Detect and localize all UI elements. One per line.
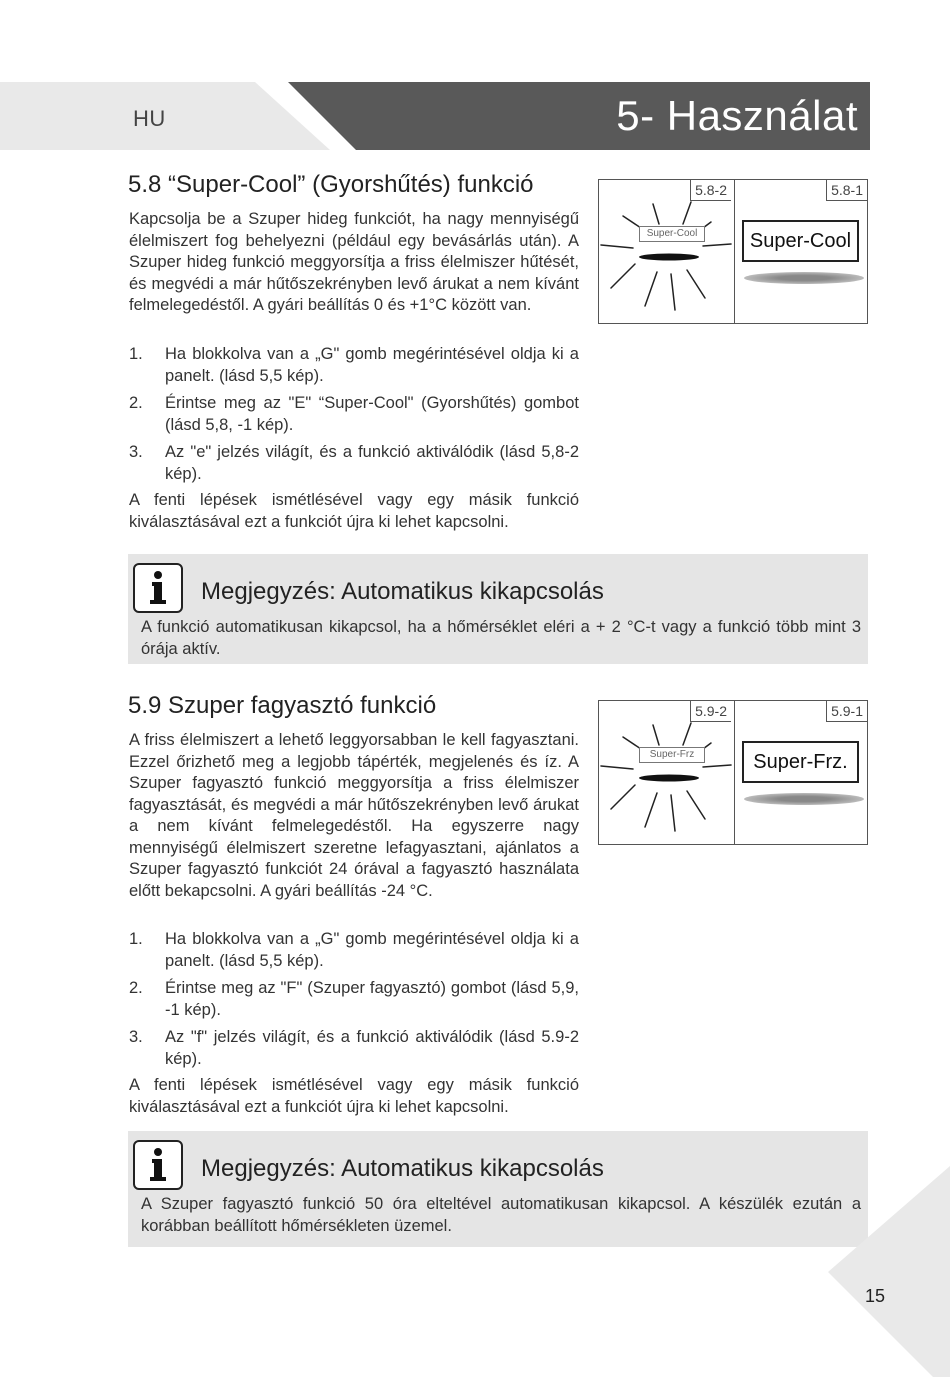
figure-label-5-8-1: 5.8-1: [826, 180, 867, 201]
button-glow: [744, 793, 864, 805]
indicator-label: Super-Cool: [639, 226, 705, 242]
note-body: A funkció automatikusan kikapcsol, ha a hőmérséklet eléri a + 2 °C-t vagy a funkció több mint 3 órája aktív.: [141, 618, 861, 658]
step-number: 3.: [129, 1028, 143, 1046]
step-text: Ha blokkolva van a „G" gomb megérintésével oldja ki a panelt. (lásd 5,5 kép).: [165, 345, 579, 385]
button-glow: [744, 272, 864, 284]
figure-divider: [734, 180, 735, 323]
step-number: 1.: [129, 930, 143, 948]
step-item: [129, 344, 579, 387]
figure-5-8: [598, 179, 868, 324]
step-text: Ha blokkolva van a „G" gomb megérintésével oldja ki a panelt. (lásd 5,5 kép).: [165, 930, 579, 970]
step-number: 3.: [129, 443, 143, 461]
figure-label-5-9-1: 5.9-1: [826, 701, 867, 722]
language-code: HU: [133, 106, 166, 131]
step-item: [129, 978, 579, 1021]
info-icon: [133, 563, 183, 613]
section-5-8-steps: [129, 344, 579, 491]
super-cool-button[interactable]: Super-Cool: [742, 220, 859, 262]
section-5-9-title: 5.9 Szuper fagyasztó funkció: [128, 692, 437, 719]
step-item: [129, 442, 579, 485]
chapter-title: 5- Használat: [616, 92, 858, 139]
step-text: Érintse meg az "E" “Super-Cool" (Gyorshűtés) gombot (lásd 5,8, -1 kép).: [165, 394, 579, 434]
step-number: 2.: [129, 979, 143, 997]
section-5-9-outro: [129, 1075, 579, 1118]
outro-paragraph: A fenti lépések ismétlésével vagy egy másik funkció kiválasztásával ezt a funkciót újra ki lehet kapcsolni.: [129, 1076, 579, 1116]
figure-5-9: [598, 700, 868, 845]
step-number: 1.: [129, 345, 143, 363]
note-title: Megjegyzés: Automatikus kikapcsolás: [201, 1155, 604, 1182]
outro-paragraph: A fenti lépések ismétlésével vagy egy másik funkció kiválasztásával ezt a funkciót újra ki lehet kapcsolni.: [129, 491, 579, 531]
section-5-9-intro: [129, 730, 579, 902]
step-text: Az "e" jelzés világít, és a funkció aktiválódik (lásd 5,8-2 kép).: [165, 443, 579, 483]
note-title: Megjegyzés: Automatikus kikapcsolás: [201, 578, 604, 605]
section-5-8-title: 5.8 “Super-Cool” (Gyorshűtés) funkció: [128, 171, 534, 198]
section-5-9-steps: [129, 929, 579, 1076]
indicator-label: Super-Frz: [639, 747, 705, 763]
info-icon: [133, 1140, 183, 1190]
indicator-rays-icon: [599, 701, 735, 846]
note-body: A Szuper fagyasztó funkció 50 óra elteltével automatikusan kikapcsol. A készülék ezután a korábban beállított hőmérsékleten üzemel.: [141, 1195, 861, 1235]
intro-paragraph: A friss élelmiszert a lehető leggyorsabban le kell fagyasztani. Ezzel őrizhető meg a legjobb tápérték, megjelenés és íz. A Szuper fagyasztó funkció meggyorsítja a friss élelmiszer fagyasztását, és megvédi a már hűtőszekrényben levő árukat a nem kívánt felmelegedéstől. Ha egyszerre nagy mennyiségű élelmiszert szeretne lefagyasztani, ajánlatos a Szuper fagyasztó funkciót 24 órával a fagyasztó használata előtt bekapcsolni. A gyári beállítás -24 °C.: [129, 731, 579, 900]
step-item: [129, 1027, 579, 1070]
figure-label-5-8-2: 5.8-2: [690, 180, 731, 201]
note-box-2: [128, 1131, 868, 1247]
step-text: Érintse meg az "F" (Szuper fagyasztó) gombot (lásd 5,9, -1 kép).: [165, 979, 579, 1019]
figure-label-5-9-2: 5.9-2: [690, 701, 731, 722]
step-text: Az "f" jelzés világít, és a funkció aktiválódik (lásd 5.9-2 kép).: [165, 1028, 579, 1068]
step-number: 2.: [129, 394, 143, 412]
section-5-8-outro: [129, 490, 579, 533]
note-box-1: [128, 554, 868, 664]
super-frz-button[interactable]: Super-Frz.: [742, 741, 859, 783]
indicator-rays-icon: [599, 180, 735, 325]
figure-divider: [734, 701, 735, 844]
page-number: 15: [865, 1286, 886, 1306]
section-5-8-intro: [129, 209, 579, 317]
step-item: [129, 929, 579, 972]
intro-paragraph: Kapcsolja be a Szuper hideg funkciót, ha nagy mennyiségű élelmiszert fog behelyezni (például egy bevásárlás után). A Szuper hideg funkció meggyorsítja a friss élelmiszer hűtését, és megvédi a már hűtőszekrényben levő árukat a nem kívánt felmelegedéstől. A gyári beállítás 0 és +1°C között van.: [129, 210, 579, 314]
step-item: [129, 393, 579, 436]
